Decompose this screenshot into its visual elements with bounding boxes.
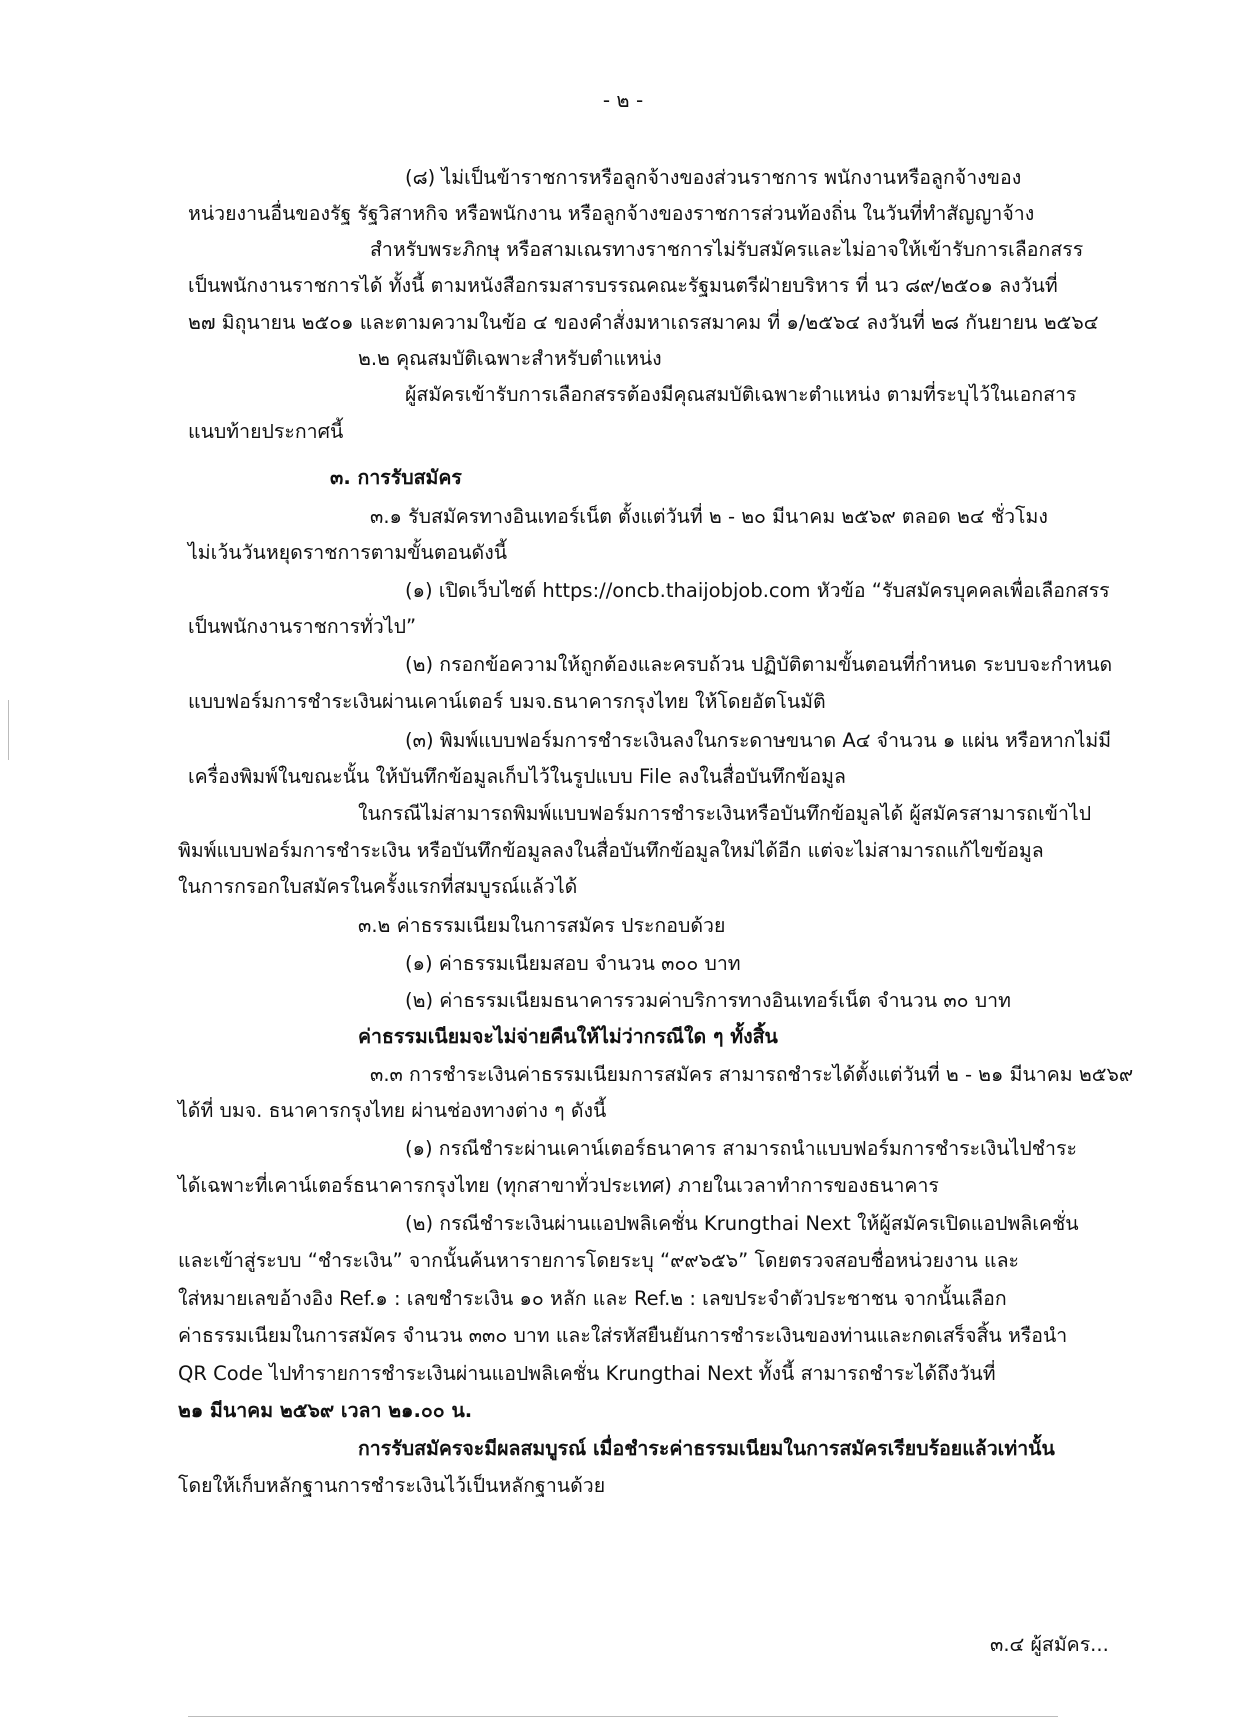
- fee-notice: ค่าธรรมเนียมจะไม่จ่ายคืนให้ไม่ว่ากรณีใด ๆ ทั้งสิ้น: [358, 1025, 778, 1048]
- text-line: แบบฟอร์มการชำระเงินผ่านเคาน์เตอร์ บมจ.ธนาคารกรุงไทย ให้โดยอัตโนมัติ: [188, 690, 826, 713]
- text-line: (๒) กรอกข้อความให้ถูกต้องและครบถ้วน ปฏิบัติตามขั้นตอนที่กำหนด ระบบจะกำหนด: [405, 653, 1113, 676]
- scan-bottom-edge: [188, 1716, 1058, 1717]
- text-line: ได้เฉพาะที่เคาน์เตอร์ธนาคารกรุงไทย (ทุกสาขาทั่วประเทศ) ภายในเวลาทำการของธนาคาร: [178, 1174, 939, 1197]
- text-line: แนบท้ายประกาศนี้: [188, 420, 344, 443]
- text-line: เครื่องพิมพ์ในขณะนั้น ให้บันทึกข้อมูลเก็บไว้ในรูปแบบ File ลงในสื่อบันทึกข้อมูล: [188, 765, 846, 788]
- text-line: ๓.๑ รับสมัครทางอินเทอร์เน็ต ตั้งแต่วันที่ ๒ - ๒๐ มีนาคม ๒๕๖๙ ตลอด ๒๔ ชั่วโมง: [370, 505, 1048, 528]
- text-line: ไม่เว้นวันหยุดราชการตามขั้นตอนดังนี้: [188, 541, 508, 564]
- continuation-marker: ๓.๔ ผู้สมัคร...: [990, 1633, 1109, 1656]
- completion-notice: การรับสมัครจะมีผลสมบูรณ์ เมื่อชำระค่าธรรมเนียมในการสมัครเรียบร้อยแล้วเท่านั้น: [358, 1437, 1055, 1460]
- text-line: ในการกรอกใบสมัครในครั้งแรกที่สมบูรณ์แล้วได้: [178, 875, 578, 898]
- text-line: ผู้สมัครเข้ารับการเลือกสรรต้องมีคุณสมบัติเฉพาะตำแหน่ง ตามที่ระบุไว้ในเอกสาร: [405, 383, 1077, 406]
- text-line: ในกรณีไม่สามารถพิมพ์แบบฟอร์มการชำระเงินหรือบันทึกข้อมูลได้ ผู้สมัครสามารถเข้าไป: [358, 802, 1092, 825]
- text-line: (๒) กรณีชำระเงินผ่านแอปพลิเคชั่น Krungthai Next ให้ผู้สมัครเปิดแอปพลิเคชั่น: [405, 1212, 1079, 1235]
- scan-edge-mark: [8, 700, 9, 760]
- text-line: พิมพ์แบบฟอร์มการชำระเงิน หรือบันทึกข้อมูลลงในสื่อบันทึกข้อมูลใหม่ได้อีก แต่จะไม่สามารถแก้ไขข้อมูล: [178, 839, 1044, 862]
- subsection-heading: ๓.๒ ค่าธรรมเนียมในการสมัคร ประกอบด้วย: [358, 914, 726, 937]
- text-line: ได้ที่ บมจ. ธนาคารกรุงไทย ผ่านช่องทางต่าง ๆ ดังนี้: [178, 1099, 607, 1122]
- text-line: ๒๗ มิถุนายน ๒๕๐๑ และตามความในข้อ ๔ ของคำสั่งมหาเถรสมาคม ที่ ๑/๒๕๖๔ ลงวันที่ ๒๘ กันยายน ๒๕๖๔: [188, 311, 1099, 334]
- fee-item: (๒) ค่าธรรมเนียมธนาคารรวมค่าบริการทางอินเทอร์เน็ต จำนวน ๓๐ บาท: [405, 989, 1011, 1012]
- text-line: (๓) พิมพ์แบบฟอร์มการชำระเงินลงในกระดาษขนาด A๔ จำนวน ๑ แผ่น หรือหากไม่มี: [405, 729, 1112, 752]
- text-line: โดยให้เก็บหลักฐานการชำระเงินไว้เป็นหลักฐานด้วย: [178, 1474, 606, 1497]
- text-line: เป็นพนักงานราชการทั่วไป”: [188, 615, 417, 638]
- text-line: หน่วยงานอื่นของรัฐ รัฐวิสาหกิจ หรือพนักงาน หรือลูกจ้างของราชการส่วนท้องถิ่น ในวันที่ทำสัญญาจ้าง: [188, 202, 1035, 225]
- text-line: สำหรับพระภิกษุ หรือสามเณรทางราชการไม่รับสมัครและไม่อาจให้เข้ารับการเลือกสรร: [370, 238, 1084, 261]
- page-number: - ๒ -: [602, 88, 644, 112]
- text-line: (๑) เปิดเว็บไซต์ https://oncb.thaijobjob.com หัวข้อ “รับสมัครบุคคลเพื่อเลือกสรร: [405, 579, 1110, 602]
- text-line: ค่าธรรมเนียมในการสมัคร จำนวน ๓๓๐ บาท และใส่รหัสยืนยันการชำระเงินของท่านและกดเสร็จสิ้น หรือนำ: [178, 1324, 1068, 1347]
- text-line: ใส่หมายเลขอ้างอิง Ref.๑ : เลขชำระเงิน ๑๐ หลัก และ Ref.๒ : เลขประจำตัวประชาชน จากนั้นเลือก: [178, 1287, 1007, 1310]
- text-line: และเข้าสู่ระบบ “ชำระเงิน” จากนั้นค้นหารายการโดยระบุ “๙๙๖๕๖” โดยตรวจสอบชื่อหน่วยงาน และ: [178, 1249, 1020, 1272]
- subsection-heading: ๒.๒ คุณสมบัติเฉพาะสำหรับตำแหน่ง: [358, 347, 662, 370]
- section-heading: ๓. การรับสมัคร: [330, 466, 462, 489]
- fee-item: (๑) ค่าธรรมเนียมสอบ จำนวน ๓๐๐ บาท: [405, 952, 741, 975]
- text-line: QR Code ไปทำรายการชำระเงินผ่านแอปพลิเคชั่น Krungthai Next ทั้งนี้ สามารถชำระได้ถึงวันที่: [178, 1362, 996, 1385]
- text-line: ๓.๓ การชำระเงินค่าธรรมเนียมการสมัคร สามารถชำระได้ตั้งแต่วันที่ ๒ - ๒๑ มีนาคม ๒๕๖๙: [370, 1063, 1134, 1086]
- deadline-text: ๒๑ มีนาคม ๒๕๖๙ เวลา ๒๑.๐๐ น.: [178, 1399, 473, 1422]
- text-line: เป็นพนักงานราชการได้ ทั้งนี้ ตามหนังสือกรมสารบรรณคณะรัฐมนตรีฝ่ายบริหาร ที่ นว ๘๙/๒๕๐๑ ลงวันที่: [188, 274, 1058, 297]
- text-line: (๑) กรณีชำระผ่านเคาน์เตอร์ธนาคาร สามารถนำแบบฟอร์มการชำระเงินไปชำระ: [405, 1137, 1077, 1160]
- text-line: (๘) ไม่เป็นข้าราชการหรือลูกจ้างของส่วนราชการ พนักงานหรือลูกจ้างของ: [405, 166, 1022, 189]
